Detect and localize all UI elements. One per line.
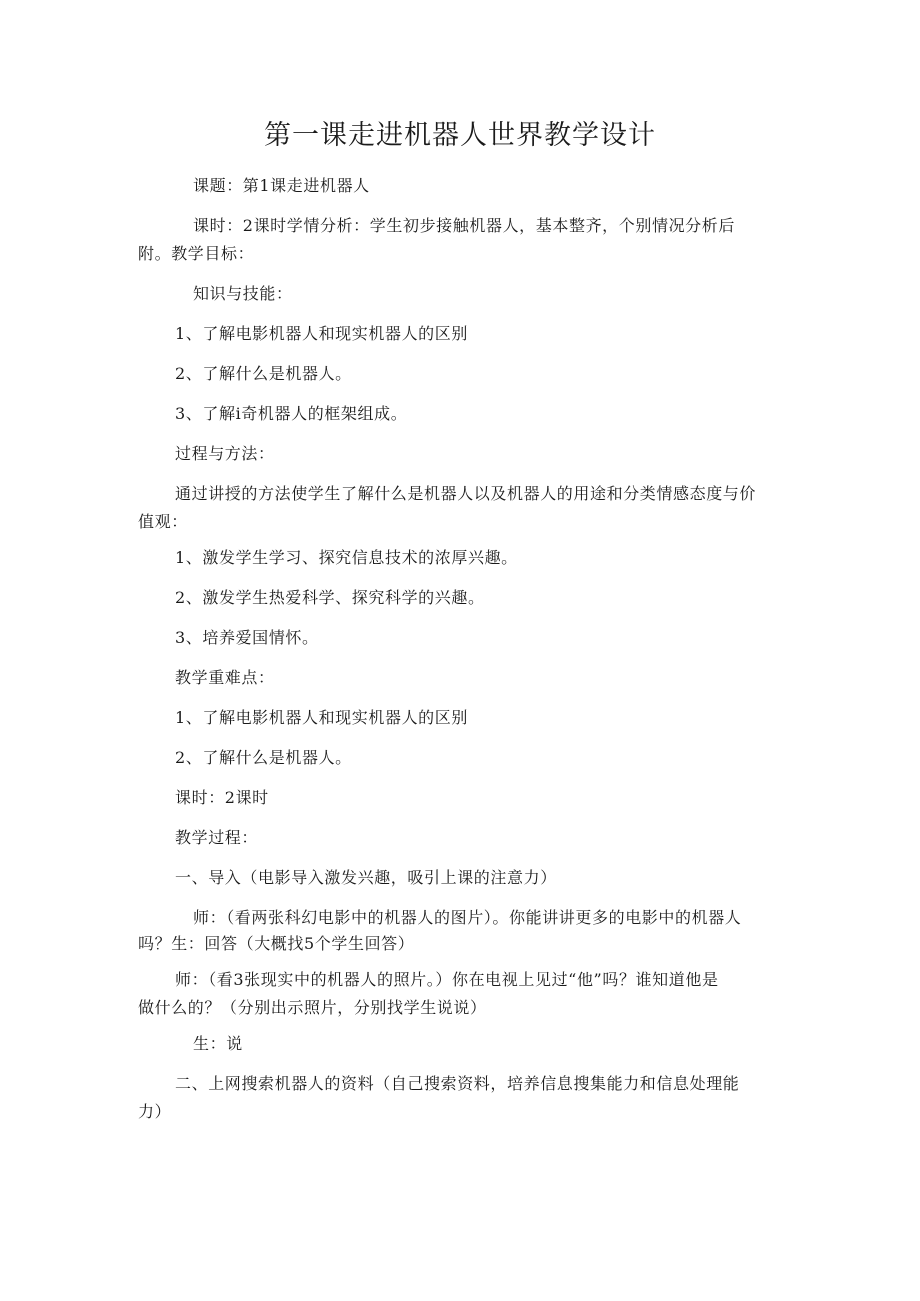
teaching-process-heading: 教学过程： — [175, 828, 259, 847]
lesson-hours-analysis-continuation: 附。教学目标： — [138, 244, 255, 263]
attitude-item-2: 2、激发学生热爱科学、探究科学的兴趣。 — [175, 588, 485, 607]
process-method-heading: 过程与方法： — [175, 444, 275, 463]
key-difficult-points-heading: 教学重难点： — [175, 668, 275, 687]
teacher-prompt-2-continuation: 做什么的？（分别出示照片，分别找学生说说） — [138, 998, 487, 1017]
process-method-text: 通过讲授的方法使学生了解什么是机器人以及机器人的用途和分类情感态度与价 — [175, 484, 757, 503]
goal-item-2: 2、了解什么是机器人。 — [175, 364, 352, 383]
teacher-prompt-1: 师：（看两张科幻电影中的机器人的图片）。你能讲讲更多的电影中的机器人 — [193, 908, 742, 927]
key-point-2: 2、了解什么是机器人。 — [175, 748, 352, 767]
process-method-text-continuation: 值观： — [138, 512, 188, 531]
knowledge-skills-heading: 知识与技能： — [193, 284, 293, 303]
lesson-hours-analysis-line: 课时：2课时学情分析：学生初步接触机器人，基本整齐，个别情况分析后 — [193, 216, 735, 235]
attitude-item-1: 1、激发学生学习、探究信息技术的浓厚兴趣。 — [175, 548, 518, 567]
step-2-search-continuation: 力） — [138, 1102, 172, 1121]
topic-line: 课题：第1课走进机器人 — [193, 176, 370, 195]
goal-item-3: 3、了解i奇机器人的框架组成。 — [175, 404, 408, 423]
lesson-hours-line: 课时：2课时 — [175, 788, 269, 807]
step-1-intro: 一、导入（电影导入激发兴趣，吸引上课的注意力） — [175, 868, 557, 887]
goal-item-1: 1、了解电影机器人和现实机器人的区别 — [175, 324, 468, 343]
step-2-search: 二、上网搜索机器人的资料（自己搜索资料，培养信息搜集能力和信息处理能 — [175, 1074, 740, 1093]
attitude-item-3: 3、培养爱国情怀。 — [175, 628, 319, 647]
teacher-prompt-1-continuation: 吗？生：回答（大概找5个学生回答） — [138, 934, 415, 953]
teacher-prompt-2: 师：（看3张现实中的机器人的照片。）你在电视上见过“他”吗？谁知道他是 — [175, 970, 719, 989]
key-point-1: 1、了解电影机器人和现实机器人的区别 — [175, 708, 468, 727]
student-response: 生：说 — [193, 1034, 243, 1053]
document-title: 第一课走进机器人世界教学设计 — [264, 120, 656, 151]
